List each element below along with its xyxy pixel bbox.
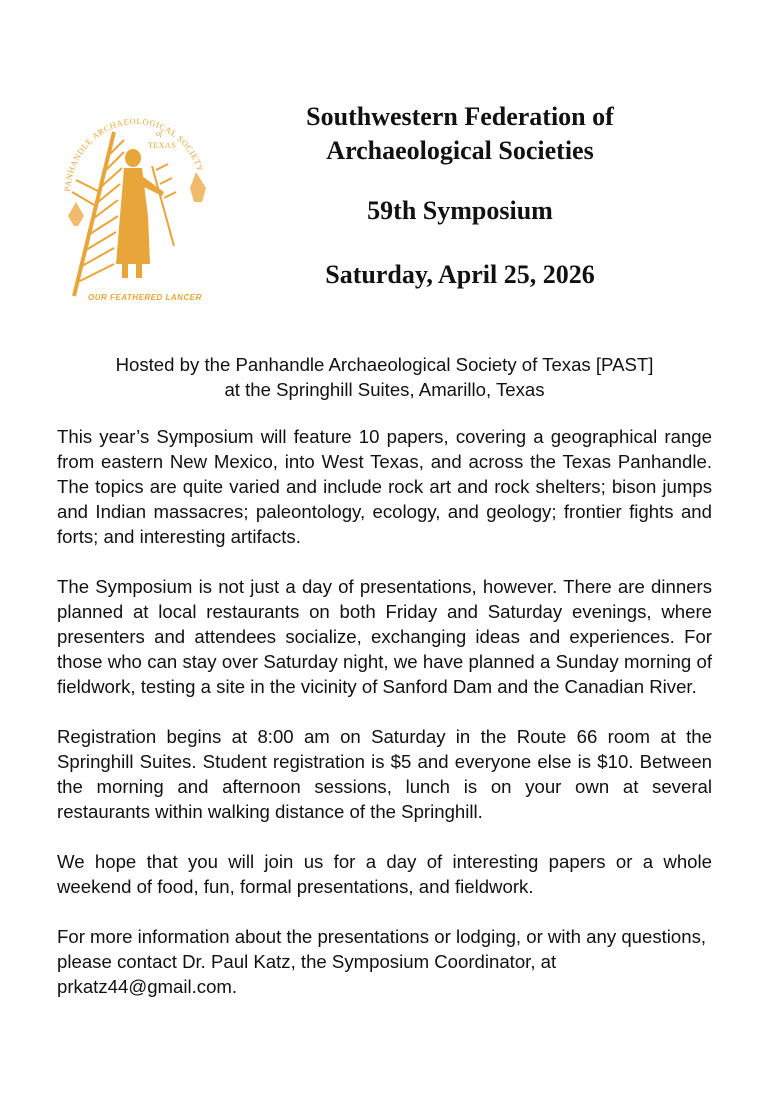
title-line-2: Archaeological Societies bbox=[326, 136, 594, 165]
symposium-heading: 59th Symposium bbox=[367, 196, 553, 225]
arrowhead-left-icon bbox=[68, 202, 84, 226]
event-date: Saturday, April 25, 2026 bbox=[325, 260, 595, 289]
hosted-line-1: Hosted by the Panhandle Archaeological Society of Texas [PAST] bbox=[115, 354, 654, 375]
paragraph-overview: This year’s Symposium will feature 10 papers, covering a geographical range from eastern New Mexico, into West Texas, and across the Texas Panhandle. The topics are quite varied and include rock art and rock shelters; bison jumps and Indian massacres; paleontology, ecology, and geology; frontier fights and forts; and interesting artifacts. bbox=[57, 426, 712, 547]
arrowhead-right-icon bbox=[190, 172, 206, 202]
paragraph-invitation: We hope that you will join us for a day of interesting papers or a whole weekend of food, fun, formal presentations, and fieldwork. bbox=[57, 851, 712, 897]
logo-of-text: of bbox=[156, 129, 163, 138]
logo-motto: OUR FEATHERED LANCER bbox=[88, 293, 202, 302]
title-block bbox=[240, 100, 680, 292]
paragraph-registration: Registration begins at 8:00 am on Saturday in the Route 66 room at the Springhill Suites. Student registration is $5 and everyone else is $10. Between the morning and afternoon sessions, lunch is on your own at several restaurants within walking distance of the Springhill. bbox=[57, 726, 712, 822]
paragraph-contact: For more information about the presentations or lodging, or with any questions, please contact Dr. Paul Katz, the Symposium Coordinator, at prkatz44@gmail.com. bbox=[57, 926, 707, 997]
body-text bbox=[57, 352, 712, 1024]
figure-icon bbox=[116, 149, 164, 278]
paragraph-social-events: The Symposium is not just a day of presentations, however. There are dinners planned at local restaurants on both Friday and Saturday evenings, where presenters and attendees socialize, exchanging ideas and experiences. For those who can stay over Saturday night, we have planned a Sunday morning of fieldwork, testing a site in the vicinity of Sanford Dam and the Canadian River. bbox=[57, 576, 712, 697]
society-logo bbox=[56, 96, 216, 311]
title-line-1: Southwestern Federation of bbox=[306, 102, 614, 131]
logo-arc-text: PANHANDLE ARCHAEOLOGICAL SOCIETY bbox=[62, 115, 206, 192]
hosted-line-2: at the Springhill Suites, Amarillo, Texas bbox=[224, 379, 545, 400]
staff-icon bbox=[152, 164, 176, 246]
hosted-by bbox=[57, 352, 712, 402]
logo-texas-text: TEXAS bbox=[148, 141, 177, 150]
